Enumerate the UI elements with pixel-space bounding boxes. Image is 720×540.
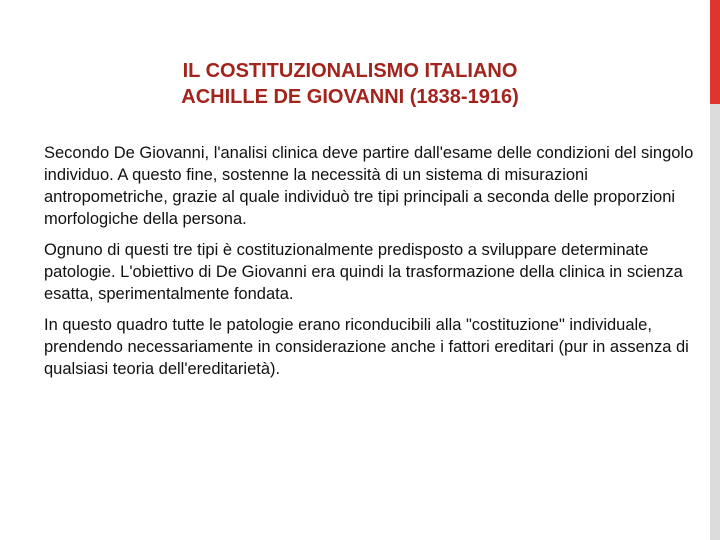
paragraph-2: Ognuno di questi tre tipi è costituzionalmente predisposto a sviluppare determinate patologie. L'obiettivo di De Giovanni era quindi la trasformazione della clinica in scienza esatta, sperimentalmente fondata.	[44, 241, 683, 303]
slide-title-line-2: ACHILLE DE GIOVANNI (1838-1916)	[181, 86, 519, 108]
paragraph-3: In questo quadro tutte le patologie erano riconducibili alla "costituzione" individuale, prendendo necessariamente in considerazione anche i fattori ereditari (pur in assenza di qualsiasi teoria dell'ereditarietà).	[44, 316, 689, 378]
slide-title	[60, 58, 640, 110]
accent-bar-gray	[710, 104, 720, 540]
slide-title-line-1: IL COSTITUZIONALISMO ITALIANO	[182, 60, 518, 82]
paragraph-1: Secondo De Giovanni, l'analisi clinica deve partire dall'esame delle condizioni del singolo individuo. A questo fine, sostenne la necessità di un sistema di misurazioni antropometriche, grazie al quale individuò tre tipi principali a seconda delle proporzioni morfologiche della persona.	[44, 144, 694, 228]
accent-bar-red	[710, 0, 720, 104]
slide-body	[44, 142, 694, 389]
